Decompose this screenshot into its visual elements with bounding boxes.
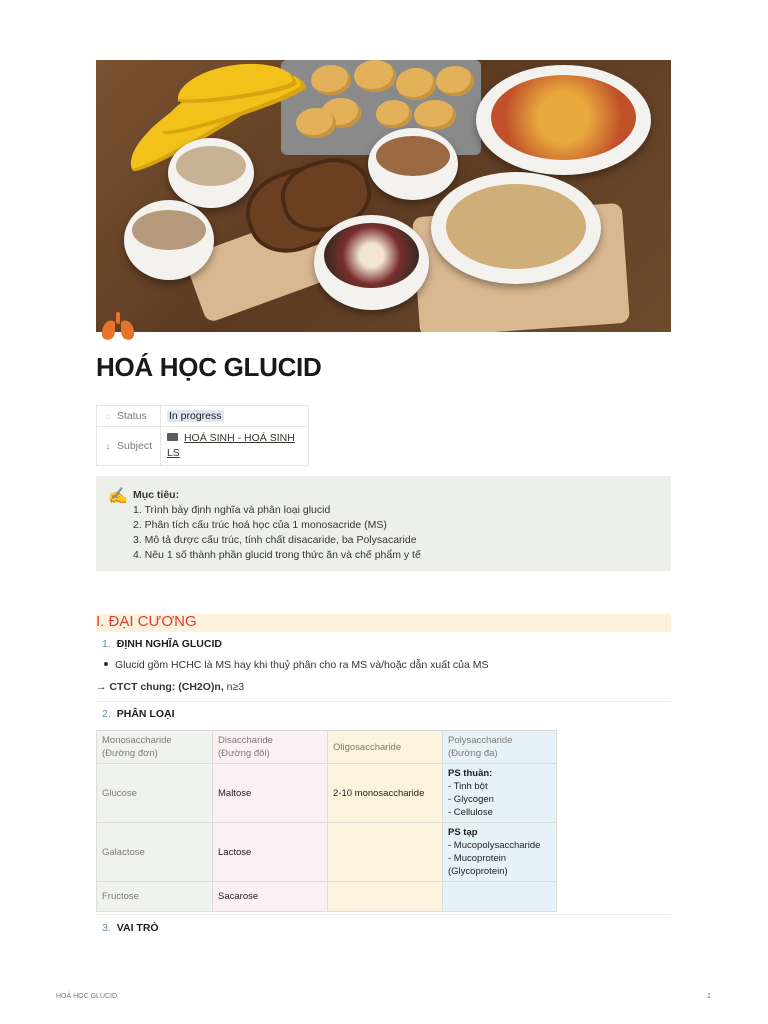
objective-item: 3. Mô tả được cấu trúc, tính chất disacaride, ba Polysacaride xyxy=(133,534,417,546)
table-header-row xyxy=(97,731,557,764)
header-oligosaccharide: Oligosaccharide xyxy=(328,731,443,764)
item-title: PHÂN LOẠI xyxy=(116,708,175,720)
bullet-item xyxy=(104,659,489,671)
table-row xyxy=(97,764,557,823)
divider xyxy=(96,914,671,915)
cell-oligo: 2-10 monosaccharide xyxy=(328,764,443,823)
classification-table xyxy=(96,730,557,912)
poly-line: - Cellulose xyxy=(448,807,493,818)
poly-line: (Glycoprotein) xyxy=(448,866,508,877)
subject-link[interactable]: HOÁ SINH - HOÁ SINH LS xyxy=(166,432,295,459)
subject-label: Subject xyxy=(117,440,153,452)
bullet-dot xyxy=(104,662,108,666)
callout-text xyxy=(133,488,421,563)
formula-suffix: n≥3 xyxy=(226,681,245,693)
status-badge[interactable]: In progress xyxy=(168,410,222,422)
cell-mono: Fructose xyxy=(97,882,213,912)
item-number: 2. xyxy=(102,708,111,720)
poly-line: - Tinh bột xyxy=(448,781,488,792)
objectives-callout xyxy=(96,476,671,571)
cell-oligo xyxy=(328,823,443,882)
lungs-icon xyxy=(100,312,136,342)
table-row xyxy=(97,882,557,912)
formula-prefix: → CTCT chung: (CH2O)n, xyxy=(96,681,224,693)
header-polysaccharide: Polysaccharide (Đường đa) xyxy=(443,731,557,764)
header-disaccharide: Disaccharide (Đường đôi) xyxy=(213,731,328,764)
cell-oligo xyxy=(328,882,443,912)
cell-mono: Galactose xyxy=(97,823,213,882)
cover-image xyxy=(96,60,671,332)
folder-icon xyxy=(167,433,178,441)
footer-page-number: 1 xyxy=(707,993,711,1000)
cell-mono: Glucose xyxy=(97,764,213,823)
cell-poly xyxy=(443,882,557,912)
callout-heading: Mục tiêu: xyxy=(133,489,180,501)
footer-title: HOÁ HỌC GLUCID xyxy=(56,993,118,1000)
status-label: Status xyxy=(117,410,147,422)
section-heading: I. ĐẠI CƯƠNG xyxy=(96,614,671,632)
subject-key xyxy=(97,427,161,466)
item-number: 1. xyxy=(102,638,111,650)
table-row xyxy=(97,823,557,882)
cell-poly xyxy=(443,823,557,882)
cell-poly xyxy=(443,764,557,823)
property-status xyxy=(97,406,309,427)
properties-table xyxy=(96,405,309,466)
poly-line: - Glycogen xyxy=(448,794,494,805)
poly-line: - Mucoprotein xyxy=(448,853,507,864)
bullet-text: Glucid gồm HCHC là MS hay khi thuỷ phân cho ra MS và/hoặc dẫn xuất của MS xyxy=(115,659,489,671)
cell-di: Maltose xyxy=(213,764,328,823)
item-number: 3. xyxy=(102,922,111,934)
writing-hand-icon: ✍ xyxy=(108,488,128,505)
poly-title: PS thuần: xyxy=(448,768,493,779)
cell-di: Sacarose xyxy=(213,882,328,912)
numbered-item-definition xyxy=(102,638,222,650)
page-title: HOÁ HỌC GLUCID xyxy=(96,352,322,382)
arrow-down-icon: ↓ xyxy=(105,441,111,451)
header-monosaccharide: Monosaccharide (Đường đơn) xyxy=(97,731,213,764)
loading-spinner-icon: ◌ xyxy=(105,411,111,421)
cell-di: Lactose xyxy=(213,823,328,882)
poly-line: - Mucopolysaccharide xyxy=(448,840,541,851)
subject-value-cell[interactable] xyxy=(160,427,308,466)
numbered-item-classification xyxy=(102,708,175,720)
item-title: VAI TRÒ xyxy=(116,922,159,934)
objective-item: 2. Phân tích cấu trúc hoá học của 1 monosacride (MS) xyxy=(133,519,387,531)
objective-item: 1. Trình bày định nghĩa và phân loại glucid xyxy=(133,504,331,516)
objective-item: 4. Nêu 1 số thành phần glucid trong thức ăn và chế phẩm y tế xyxy=(133,549,421,561)
property-subject xyxy=(97,427,309,466)
status-key xyxy=(97,406,161,427)
poly-title: PS tạp xyxy=(448,827,478,838)
general-formula xyxy=(96,681,244,693)
divider xyxy=(96,701,671,702)
numbered-item-role xyxy=(102,922,159,934)
status-value-cell[interactable] xyxy=(160,406,308,427)
item-title: ĐỊNH NGHĨA GLUCID xyxy=(116,638,222,650)
